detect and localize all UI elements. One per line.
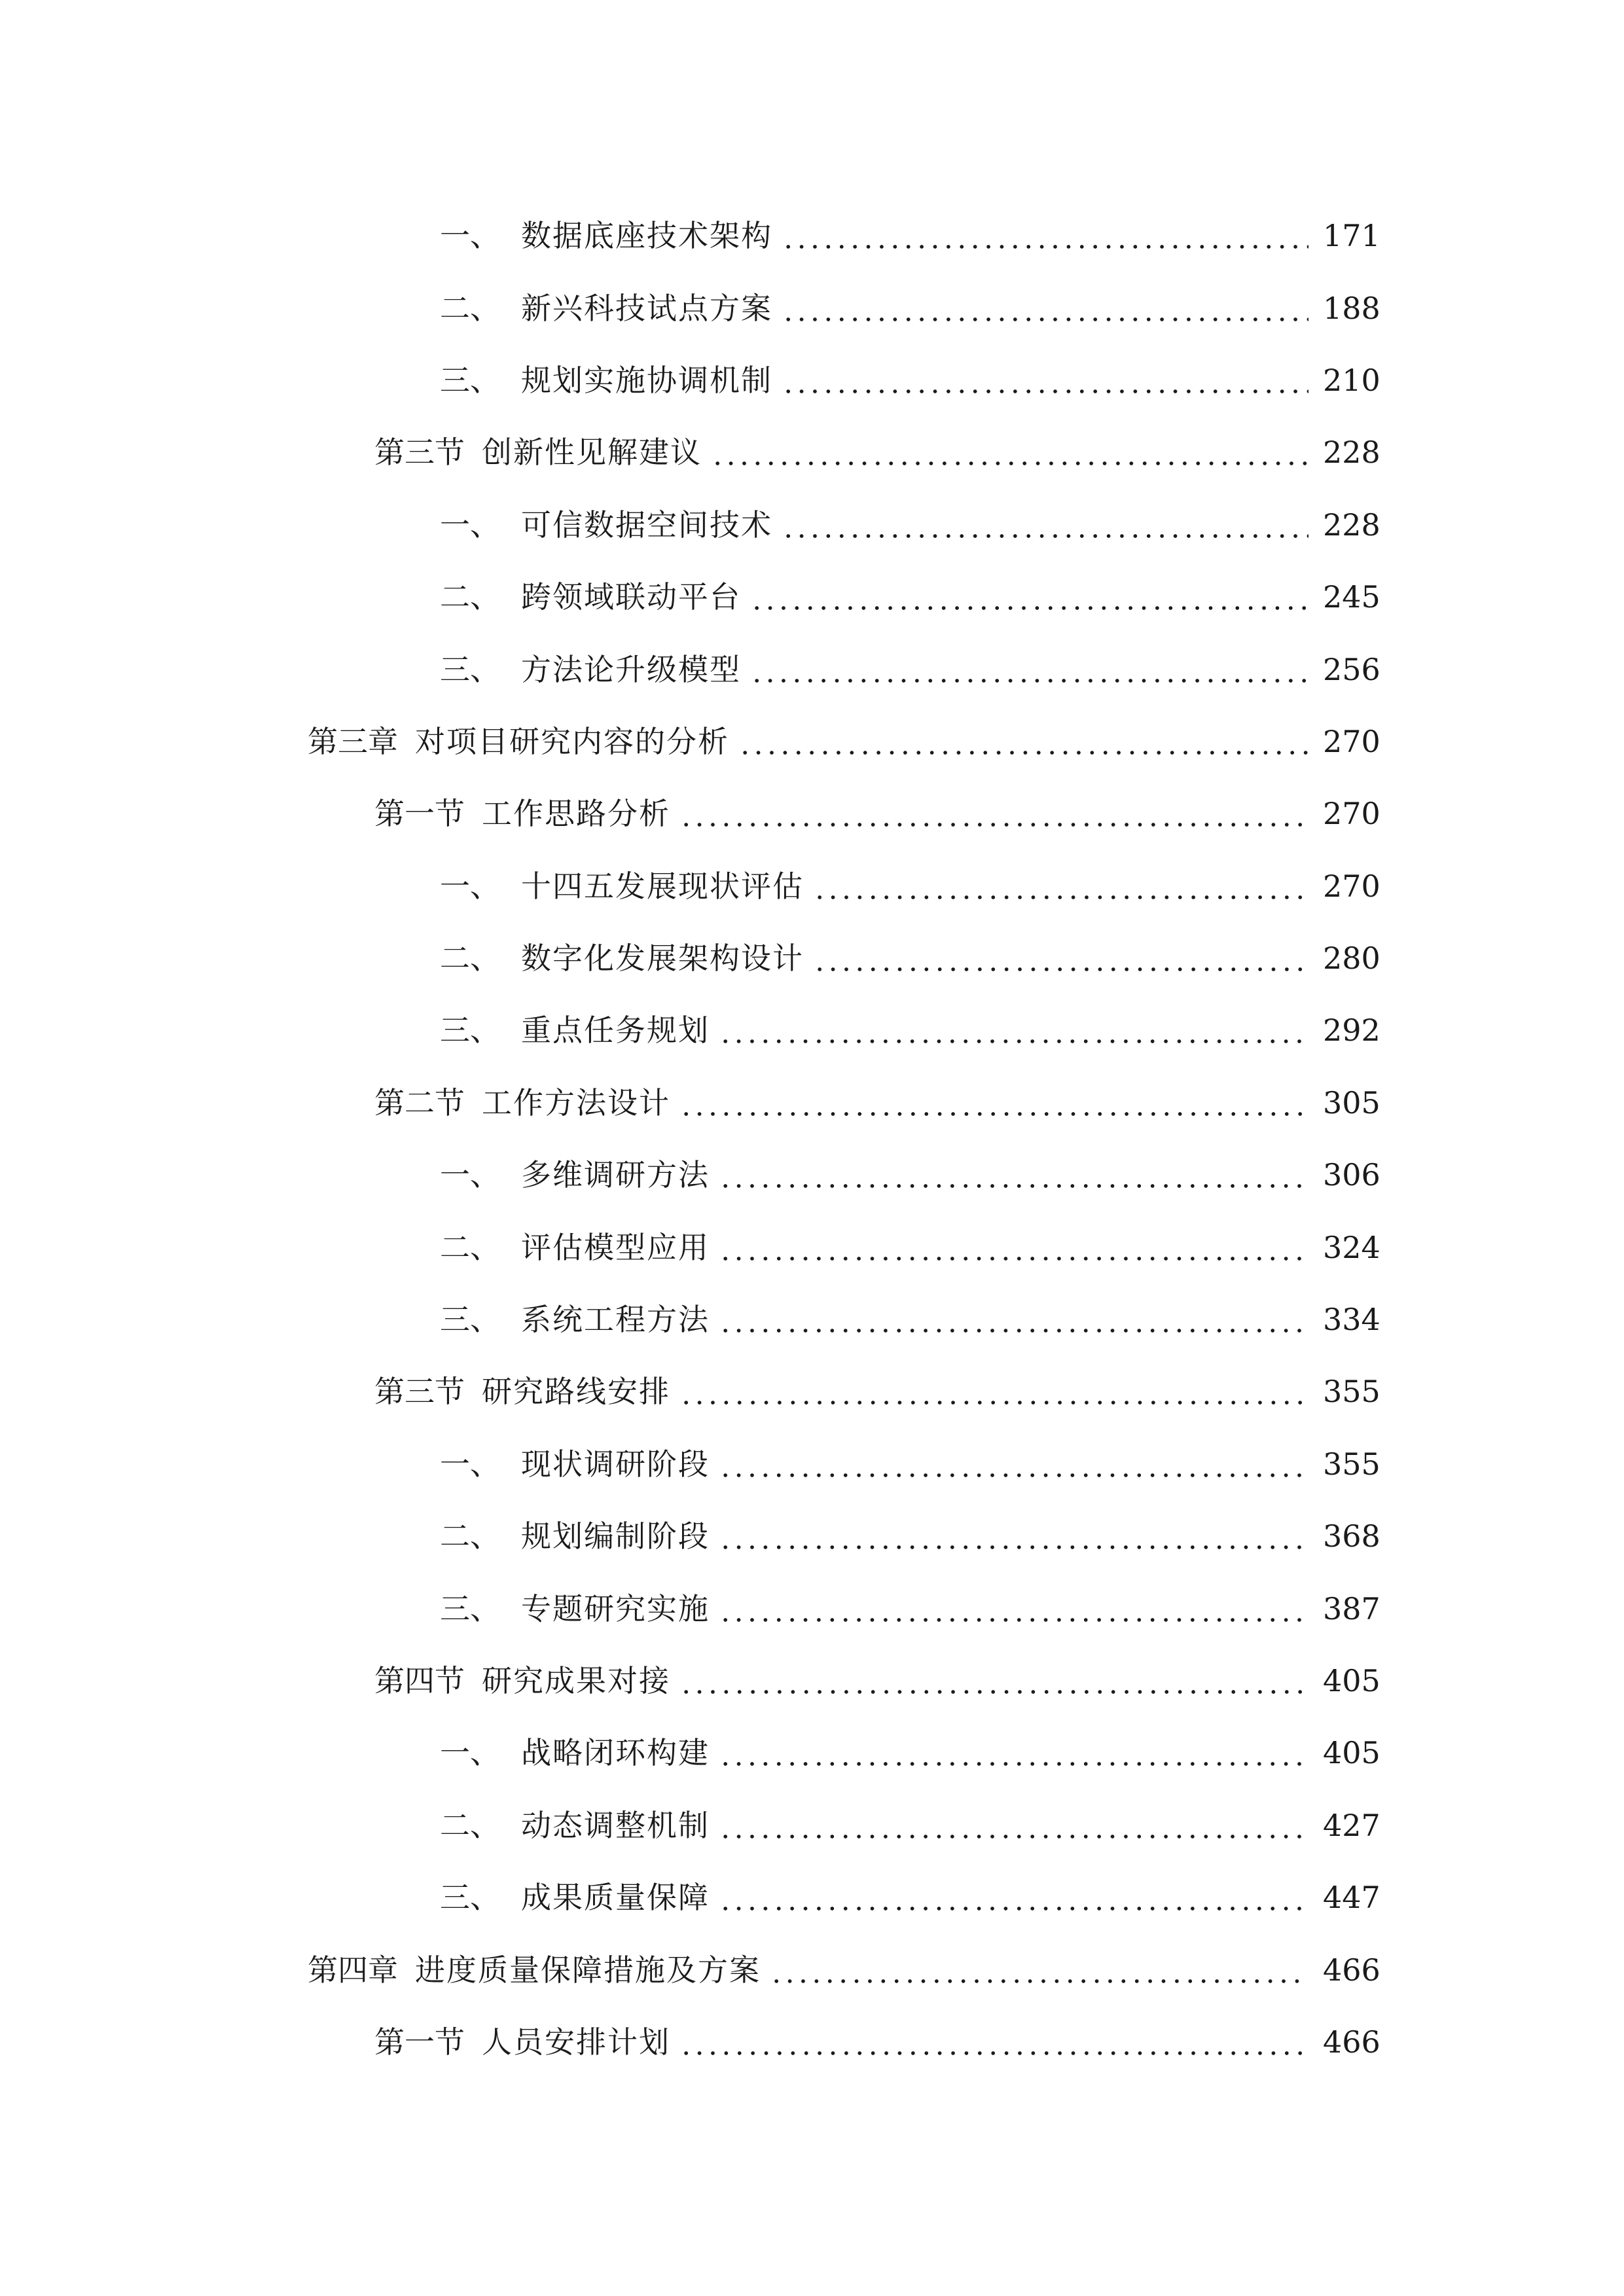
toc-entry-page-number: 355 xyxy=(1323,1446,1380,1482)
toc-entry-number: 第一节 xyxy=(374,2024,465,2060)
toc-entry-page-number: 245 xyxy=(1323,579,1380,615)
toc-entry-label xyxy=(440,1011,710,1050)
toc-entry-page-number: 270 xyxy=(1323,723,1380,759)
toc-entry-title: 工作思路分析 xyxy=(482,796,670,832)
toc-entry[interactable] xyxy=(0,922,1624,994)
toc-entry-page-number: 306 xyxy=(1323,1157,1380,1193)
dot-leader xyxy=(719,1733,1308,1772)
toc-entry[interactable] xyxy=(0,1139,1624,1211)
toc-entry-page-number: 171 xyxy=(1323,218,1380,254)
toc-entry-label xyxy=(440,1300,710,1339)
toc-entry-page-number: 427 xyxy=(1323,1807,1380,1843)
dot-leader xyxy=(782,361,1308,400)
dot-leader xyxy=(679,1661,1308,1700)
toc-entry-number: 二、 xyxy=(440,290,500,326)
toc-entry-number: 二、 xyxy=(440,941,500,977)
dot-leader xyxy=(738,722,1308,761)
toc-entry-page-number: 228 xyxy=(1323,507,1380,543)
toc-entry-page-number: 280 xyxy=(1323,941,1380,977)
toc-entry-page-number: 405 xyxy=(1323,1663,1380,1698)
toc-entry-title: 工作方法设计 xyxy=(482,1085,670,1121)
toc-entry[interactable] xyxy=(0,416,1624,488)
dot-leader xyxy=(711,433,1308,472)
dot-leader xyxy=(813,867,1308,906)
toc-entry-number: 第三节 xyxy=(374,1374,465,1410)
dot-leader xyxy=(782,505,1308,545)
dot-leader xyxy=(719,1228,1308,1267)
toc-entry-number: 一、 xyxy=(440,1735,500,1771)
dot-leader xyxy=(719,1155,1308,1194)
toc-entry-number: 第三节 xyxy=(374,435,465,471)
toc-entry-label xyxy=(374,1083,670,1122)
dot-leader xyxy=(679,794,1308,833)
toc-entry-title: 数字化发展架构设计 xyxy=(521,941,804,977)
toc-entry-title: 对项目研究内容的分析 xyxy=(415,723,729,759)
toc-entry[interactable] xyxy=(0,1717,1624,1789)
toc-entry-title: 十四五发展现状评估 xyxy=(521,868,804,904)
toc-entry-page-number: 210 xyxy=(1323,362,1380,398)
toc-entry-number: 第三章 xyxy=(308,723,398,759)
toc-entry-title: 动态调整机制 xyxy=(521,1807,710,1843)
toc-entry-title: 可信数据空间技术 xyxy=(521,507,772,543)
toc-entry-label xyxy=(440,216,772,255)
toc-entry-title: 评估模型应用 xyxy=(521,1229,710,1265)
toc-entry-label xyxy=(440,939,804,978)
toc-entry-number: 三、 xyxy=(440,1302,500,1338)
toc-entry[interactable] xyxy=(0,778,1624,850)
toc-entry[interactable] xyxy=(0,1789,1624,1861)
toc-entry-label xyxy=(374,2022,670,2062)
toc-entry-label xyxy=(440,289,772,328)
toc-entry-number: 一、 xyxy=(440,218,500,254)
toc-entry-number: 第四章 xyxy=(308,1952,398,1988)
toc-entry-title: 现状调研阶段 xyxy=(521,1446,710,1482)
dot-leader xyxy=(750,650,1308,689)
toc-entry-title: 多维调研方法 xyxy=(521,1157,710,1193)
toc-entry[interactable] xyxy=(0,1500,1624,1572)
toc-entry-label xyxy=(440,577,741,617)
toc-entry-label xyxy=(308,722,729,761)
dot-leader xyxy=(782,216,1308,255)
toc-entry[interactable] xyxy=(0,200,1624,272)
toc-entry-number: 第二节 xyxy=(374,1085,465,1121)
toc-entry-label xyxy=(440,1228,710,1267)
toc-entry-page-number: 324 xyxy=(1323,1229,1380,1265)
toc-entry-label xyxy=(440,650,741,689)
toc-entry-title: 规划编制阶段 xyxy=(521,1518,710,1554)
toc-entry-title: 创新性见解建议 xyxy=(482,435,702,471)
toc-entry-label xyxy=(440,1516,710,1556)
toc-entry-page-number: 466 xyxy=(1323,1952,1380,1988)
toc-entry-page-number: 292 xyxy=(1323,1013,1380,1049)
toc-entry-number: 二、 xyxy=(440,579,500,615)
toc-entry[interactable] xyxy=(0,1283,1624,1355)
toc-entry[interactable] xyxy=(0,272,1624,344)
toc-entry-title: 规划实施协调机制 xyxy=(521,362,772,398)
toc-entry-page-number: 368 xyxy=(1323,1518,1380,1554)
table-of-contents xyxy=(0,200,1624,2078)
toc-entry-number: 一、 xyxy=(440,507,500,543)
toc-entry-label xyxy=(440,361,772,400)
toc-entry[interactable] xyxy=(0,1861,1624,1933)
toc-entry-page-number: 256 xyxy=(1323,651,1380,687)
toc-entry-title: 系统工程方法 xyxy=(521,1302,710,1338)
dot-leader xyxy=(719,1011,1308,1050)
toc-entry-label xyxy=(440,1589,710,1628)
toc-entry-number: 一、 xyxy=(440,868,500,904)
toc-entry-number: 二、 xyxy=(440,1229,500,1265)
dot-leader xyxy=(770,1950,1308,1990)
toc-entry-label xyxy=(374,794,670,833)
dot-leader xyxy=(813,939,1308,978)
toc-entry[interactable] xyxy=(0,850,1624,922)
toc-entry[interactable] xyxy=(0,2006,1624,2078)
toc-entry-number: 三、 xyxy=(440,1880,500,1916)
toc-entry-label xyxy=(440,1155,710,1194)
dot-leader xyxy=(750,577,1308,617)
toc-entry-label xyxy=(308,1950,761,1990)
toc-entry-title: 新兴科技试点方案 xyxy=(521,290,772,326)
toc-entry-page-number: 405 xyxy=(1323,1735,1380,1771)
dot-leader xyxy=(679,1372,1308,1411)
toc-entry-page-number: 447 xyxy=(1323,1880,1380,1916)
toc-entry-page-number: 466 xyxy=(1323,2024,1380,2060)
toc-entry-number: 三、 xyxy=(440,651,500,687)
toc-entry-label xyxy=(440,1878,710,1917)
dot-leader xyxy=(679,1083,1308,1122)
toc-entry-title: 方法论升级模型 xyxy=(521,651,741,687)
toc-entry-title: 人员安排计划 xyxy=(482,2024,670,2060)
toc-entry-title: 数据底座技术架构 xyxy=(521,218,772,254)
toc-entry-label xyxy=(440,867,804,906)
toc-entry-number: 一、 xyxy=(440,1446,500,1482)
toc-entry-title: 研究成果对接 xyxy=(482,1663,670,1698)
toc-entry[interactable] xyxy=(0,1428,1624,1500)
toc-entry-number: 第四节 xyxy=(374,1663,465,1698)
dot-leader xyxy=(719,1589,1308,1628)
toc-entry-number: 一、 xyxy=(440,1157,500,1193)
dot-leader xyxy=(782,289,1308,328)
toc-entry-label xyxy=(440,1444,710,1484)
toc-entry-number: 二、 xyxy=(440,1518,500,1554)
toc-entry-label xyxy=(374,433,702,472)
toc-entry-page-number: 270 xyxy=(1323,868,1380,904)
toc-entry[interactable] xyxy=(0,994,1624,1066)
toc-entry-page-number: 228 xyxy=(1323,435,1380,471)
toc-entry[interactable] xyxy=(0,1211,1624,1283)
toc-entry[interactable] xyxy=(0,706,1624,778)
toc-entry-page-number: 188 xyxy=(1323,290,1380,326)
dot-leader xyxy=(719,1300,1308,1339)
toc-entry-label xyxy=(374,1372,670,1411)
toc-entry-page-number: 305 xyxy=(1323,1085,1380,1121)
dot-leader xyxy=(719,1806,1308,1845)
toc-entry[interactable] xyxy=(0,344,1624,416)
toc-entry-title: 跨领域联动平台 xyxy=(521,579,741,615)
toc-entry-number: 三、 xyxy=(440,1590,500,1626)
toc-entry[interactable] xyxy=(0,561,1624,633)
toc-entry-number: 三、 xyxy=(440,1013,500,1049)
toc-entry-title: 进度质量保障措施及方案 xyxy=(415,1952,761,1988)
toc-entry-number: 二、 xyxy=(440,1807,500,1843)
toc-entry-label xyxy=(440,1733,710,1772)
toc-entry-title: 成果质量保障 xyxy=(521,1880,710,1916)
dot-leader xyxy=(719,1516,1308,1556)
toc-entry-number: 第一节 xyxy=(374,796,465,832)
toc-entry[interactable] xyxy=(0,1645,1624,1717)
toc-entry[interactable] xyxy=(0,1572,1624,1644)
dot-leader xyxy=(719,1444,1308,1484)
toc-entry[interactable] xyxy=(0,1067,1624,1139)
toc-entry-page-number: 387 xyxy=(1323,1590,1380,1626)
toc-entry-label xyxy=(374,1661,670,1700)
toc-entry[interactable] xyxy=(0,1933,1624,2005)
toc-entry-label xyxy=(440,1806,710,1845)
toc-entry[interactable] xyxy=(0,633,1624,705)
toc-entry[interactable] xyxy=(0,489,1624,561)
toc-entry-title: 研究路线安排 xyxy=(482,1374,670,1410)
toc-entry-title: 战略闭环构建 xyxy=(521,1735,710,1771)
toc-entry-title: 重点任务规划 xyxy=(521,1013,710,1049)
toc-entry-label xyxy=(440,505,772,545)
toc-entry[interactable] xyxy=(0,1355,1624,1427)
toc-entry-title: 专题研究实施 xyxy=(521,1590,710,1626)
toc-entry-page-number: 270 xyxy=(1323,796,1380,832)
dot-leader xyxy=(679,2022,1308,2062)
toc-entry-page-number: 334 xyxy=(1323,1302,1380,1338)
toc-entry-number: 三、 xyxy=(440,362,500,398)
dot-leader xyxy=(719,1878,1308,1917)
toc-entry-page-number: 355 xyxy=(1323,1374,1380,1410)
